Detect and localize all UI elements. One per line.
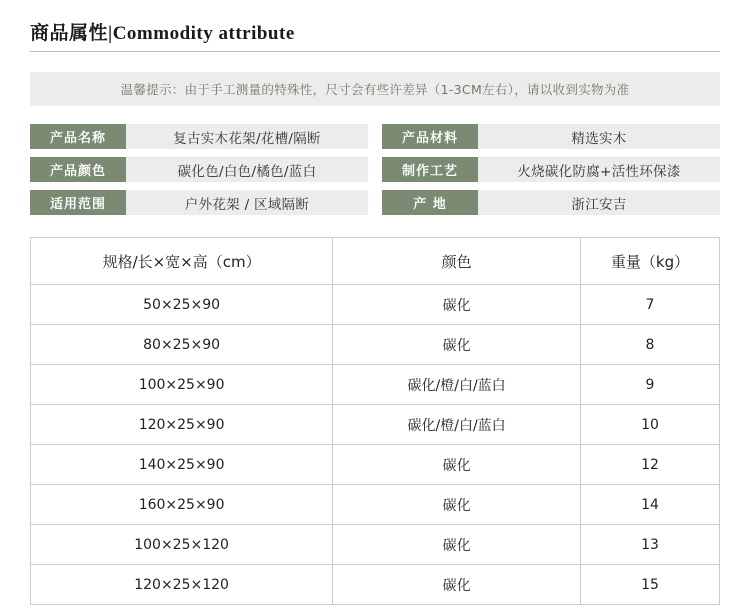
attribute-label: 制作工艺 xyxy=(382,157,478,182)
cell-size: 50×25×90 xyxy=(31,285,333,325)
cell-color: 碳化 xyxy=(333,285,581,325)
attribute-row-product-name xyxy=(30,124,368,149)
attribute-label: 产 地 xyxy=(382,190,478,215)
attribute-label: 适用范围 xyxy=(30,190,126,215)
attribute-label: 产品材料 xyxy=(382,124,478,149)
cell-color: 碳化 xyxy=(333,445,581,485)
page-title-separator: | xyxy=(108,23,113,44)
cell-color: 碳化/橙/白/蓝白 xyxy=(333,405,581,445)
cell-color: 碳化 xyxy=(333,525,581,565)
specification-table xyxy=(30,237,720,605)
table-row xyxy=(31,485,720,525)
table-row xyxy=(31,445,720,485)
cell-size: 120×25×90 xyxy=(31,405,333,445)
attribute-row-product-color xyxy=(30,157,368,182)
attribute-row-craft xyxy=(382,157,720,182)
attribute-row-origin xyxy=(382,190,720,215)
table-row xyxy=(31,525,720,565)
cell-weight: 7 xyxy=(581,285,720,325)
cell-size: 100×25×90 xyxy=(31,365,333,405)
attribute-row-usage-scope xyxy=(30,190,368,215)
cell-weight: 10 xyxy=(581,405,720,445)
cell-weight: 13 xyxy=(581,525,720,565)
cell-color: 碳化/橙/白/蓝白 xyxy=(333,365,581,405)
page-title-cn: 商品属性 xyxy=(30,22,109,44)
attribute-value: 碳化色/白色/橘色/蓝白 xyxy=(126,157,368,182)
page-title xyxy=(30,18,720,45)
cell-weight: 9 xyxy=(581,365,720,405)
column-header-weight: 重量（kg） xyxy=(581,238,720,285)
column-header-color: 颜色 xyxy=(333,238,581,285)
cell-color: 碳化 xyxy=(333,485,581,525)
attribute-row-product-material xyxy=(382,124,720,149)
column-header-size: 规格/长×宽×高（cm） xyxy=(31,238,333,285)
attribute-value: 浙江安吉 xyxy=(478,190,720,215)
title-divider xyxy=(30,51,720,52)
attribute-value: 户外花架 / 区域隔断 xyxy=(126,190,368,215)
cell-color: 碳化 xyxy=(333,565,581,605)
attribute-value: 精选实木 xyxy=(478,124,720,149)
attribute-value: 火烧碳化防腐+活性环保漆 xyxy=(478,157,720,182)
cell-weight: 12 xyxy=(581,445,720,485)
cell-weight: 15 xyxy=(581,565,720,605)
cell-size: 120×25×120 xyxy=(31,565,333,605)
table-row xyxy=(31,405,720,445)
attribute-value: 复古实木花架/花槽/隔断 xyxy=(126,124,368,149)
attribute-grid xyxy=(30,124,720,215)
cell-size: 140×25×90 xyxy=(31,445,333,485)
cell-color: 碳化 xyxy=(333,325,581,365)
table-header-row xyxy=(31,238,720,285)
table-row xyxy=(31,565,720,605)
table-row xyxy=(31,325,720,365)
cell-size: 80×25×90 xyxy=(31,325,333,365)
measurement-notice: 温馨提示：由于手工测量的特殊性，尺寸会有些许差异（1-3CM左右），请以收到实物为准 xyxy=(30,72,720,106)
attribute-label: 产品名称 xyxy=(30,124,126,149)
page-title-en: Commodity attribute xyxy=(112,23,295,44)
table-row xyxy=(31,365,720,405)
page-title-block xyxy=(30,0,720,52)
table-row xyxy=(31,285,720,325)
cell-size: 100×25×120 xyxy=(31,525,333,565)
attribute-label: 产品颜色 xyxy=(30,157,126,182)
cell-size: 160×25×90 xyxy=(31,485,333,525)
cell-weight: 14 xyxy=(581,485,720,525)
cell-weight: 8 xyxy=(581,325,720,365)
